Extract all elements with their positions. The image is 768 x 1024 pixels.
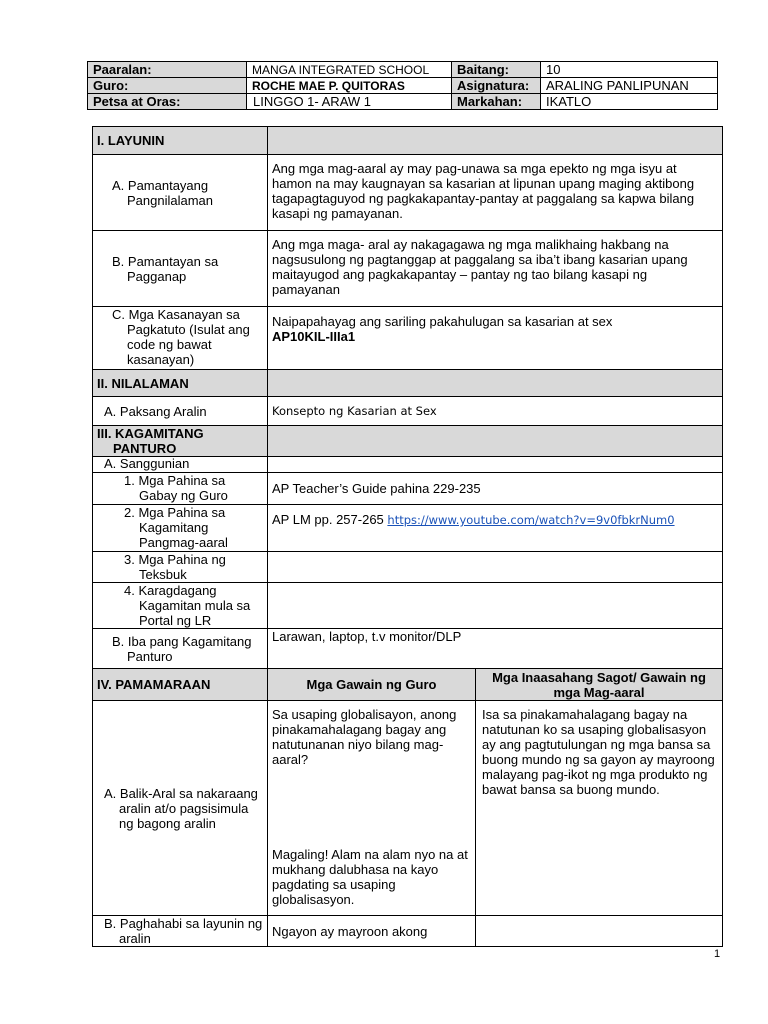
row-label-balik-aral: A. Balik-Aral sa nakaraang aralin at/o pagsisimula ng bagong aralin xyxy=(104,785,258,831)
row-label-kasanayan: C. Mga Kasanayan sa Pagkatuto (Isulat ang code ng bawat kasanayan) xyxy=(112,307,250,367)
table-row xyxy=(93,583,723,629)
table-row xyxy=(93,457,723,473)
magaaral-balik-aral-answer: Isa sa pinakamahalagang bagay na natutunan ko sa usaping globalisasyon ay ang pagtutulungan ng mga bansa sa buong mundo ng sa gayon ay mayroong malayang pag-ikot ng mga produkto ng bawat bansa sa buong mundo. xyxy=(476,701,723,916)
section-header-row xyxy=(93,426,723,457)
row-text-kasanayan: Naipapahayag ang sariling pakahulugan sa kasarian at sex xyxy=(272,314,613,329)
row-text-gabay-ng-guro: AP Teacher’s Guide pahina 229-235 xyxy=(268,473,723,505)
school-label: Paaralan: xyxy=(88,62,247,78)
table-row xyxy=(93,701,723,916)
section-header-row xyxy=(93,370,723,397)
header-row xyxy=(88,94,718,110)
subject-label: Asignatura: xyxy=(452,78,541,94)
date-label: Petsa at Oras: xyxy=(88,94,247,110)
section-header-row xyxy=(93,127,723,155)
table-row xyxy=(93,552,723,583)
row-label-gabay-ng-guro: 1. Mga Pahina sa Gabay ng Guro xyxy=(124,473,228,503)
magaaral-paghahabi-text xyxy=(476,916,723,947)
row-label-kagamitang-pangmag-aaral: 2. Mga Pahina sa Kagamitang Pangmag-aaral xyxy=(124,505,228,550)
row-label-pamantayan-sa-pagganap: B. Pamantayan sa Pagganap xyxy=(112,253,219,284)
subject-value: ARALING PANLIPUNAN xyxy=(541,78,718,94)
header-row xyxy=(88,78,718,94)
section-header-fill xyxy=(268,370,723,397)
lesson-plan-table xyxy=(92,126,723,947)
table-row xyxy=(93,473,723,505)
row-label-paghahabi: B. Paghahabi sa layunin ng aralin xyxy=(104,916,263,946)
column-header-gawain-guro: Mga Gawain ng Guro xyxy=(268,669,476,701)
row-text-pamantayang-pangnilalaman: Ang mga mag-aaral ay may pag-unawa sa mga epekto ng mga isyu at hamon na may kaugnayan sa kasarian at lipunan upang maging aktibong tagapagtaguyod ng pagkakapantay-pantay at paggalang sa kapwa bilang kasapi ng pamayanan. xyxy=(268,155,723,231)
youtube-link[interactable]: https://www.youtube.com/watch?v=9v0fbkrNum0 xyxy=(387,513,675,527)
guro-balik-aral-question: Sa usaping globalisayon, anong pinakamahalagang bagay ang natutunanan niyo bilang mag-aaral? xyxy=(272,707,457,767)
table-row xyxy=(93,307,723,370)
school-value: MANGA INTEGRATED SCHOOL xyxy=(247,62,452,78)
grade-value: 10 xyxy=(541,62,718,78)
table-row xyxy=(93,155,723,231)
row-text-teksbuk xyxy=(268,552,723,583)
table-row xyxy=(93,916,723,947)
row-label-iba-pang-kagamitan: B. Iba pang Kagamitang Panturo xyxy=(112,633,252,664)
table-row xyxy=(93,397,723,426)
section-title-pamamaraan: IV. PAMAMARAAN xyxy=(93,669,268,701)
section-title-nilalaman: II. NILALAMAN xyxy=(93,370,268,397)
row-label-portal-ng-lr: 4. Karagdagang Kagamitan mula sa Portal ng LR xyxy=(124,583,251,628)
table-row xyxy=(93,505,723,552)
guro-balik-aral-response: Magaling! Alam na alam nyo na at mukhang dalubhasa na kayo pagdating sa usaping globalisasyon. xyxy=(272,847,468,907)
row-label-sanggunian: A. Sanggunian xyxy=(93,457,268,473)
row-text-pamantayan-sa-pagganap: Ang mga maga- aral ay nakagagawa ng mga malikhaing hakbang na nagsusulong ng pagtanggap at paggalang sa iba’t ibang kasarian upang maitayugod ang pagkakapantay – pantay ng tao bilang kasapi ng pamayanan xyxy=(268,231,723,307)
row-text-paksang-aralin: Konsepto ng Kasarian at Sex xyxy=(268,397,723,426)
column-header-inaasahang-sagot: Mga Inaasahang Sagot/ Gawain ng mga Mag-aaral xyxy=(476,669,723,701)
row-text-iba-pang-kagamitan: Larawan, laptop, t.v monitor/DLP xyxy=(268,629,723,669)
section-title-kagamitan: III. KAGAMITANG PANTURO xyxy=(97,426,204,456)
row-label-teksbuk: 3. Mga Pahina ng Teksbuk xyxy=(124,552,226,582)
section-title-layunin: I. LAYUNIN xyxy=(93,127,268,155)
teacher-value: ROCHE MAE P. QUITORAS xyxy=(247,78,452,94)
page-number: 1 xyxy=(714,948,721,960)
quarter-label: Markahan: xyxy=(452,94,541,110)
competency-code: AP10KIL-IIIa1 xyxy=(272,329,356,344)
row-label-pamantayang-pangnilalaman: A. Pamantayang Pangnilalaman xyxy=(112,177,214,208)
date-value: LINGGO 1- ARAW 1 xyxy=(247,94,452,110)
table-row xyxy=(93,231,723,307)
header-row xyxy=(88,62,718,78)
quarter-value: IKATLO xyxy=(541,94,718,110)
section-header-fill xyxy=(268,426,723,457)
table-row xyxy=(93,629,723,669)
grade-label: Baitang: xyxy=(452,62,541,78)
header-info-table xyxy=(87,61,718,110)
row-text-kagamitang-pangmag-aaral: AP LM pp. 257-265 xyxy=(272,512,388,527)
row-text-portal-ng-lr xyxy=(268,583,723,629)
section-header-row xyxy=(93,669,723,701)
teacher-label: Guro: xyxy=(88,78,247,94)
section-header-fill xyxy=(268,127,723,155)
row-label-paksang-aralin: A. Paksang Aralin xyxy=(93,397,268,426)
guro-paghahabi-text: Ngayon ay mayroon akong xyxy=(268,916,476,947)
